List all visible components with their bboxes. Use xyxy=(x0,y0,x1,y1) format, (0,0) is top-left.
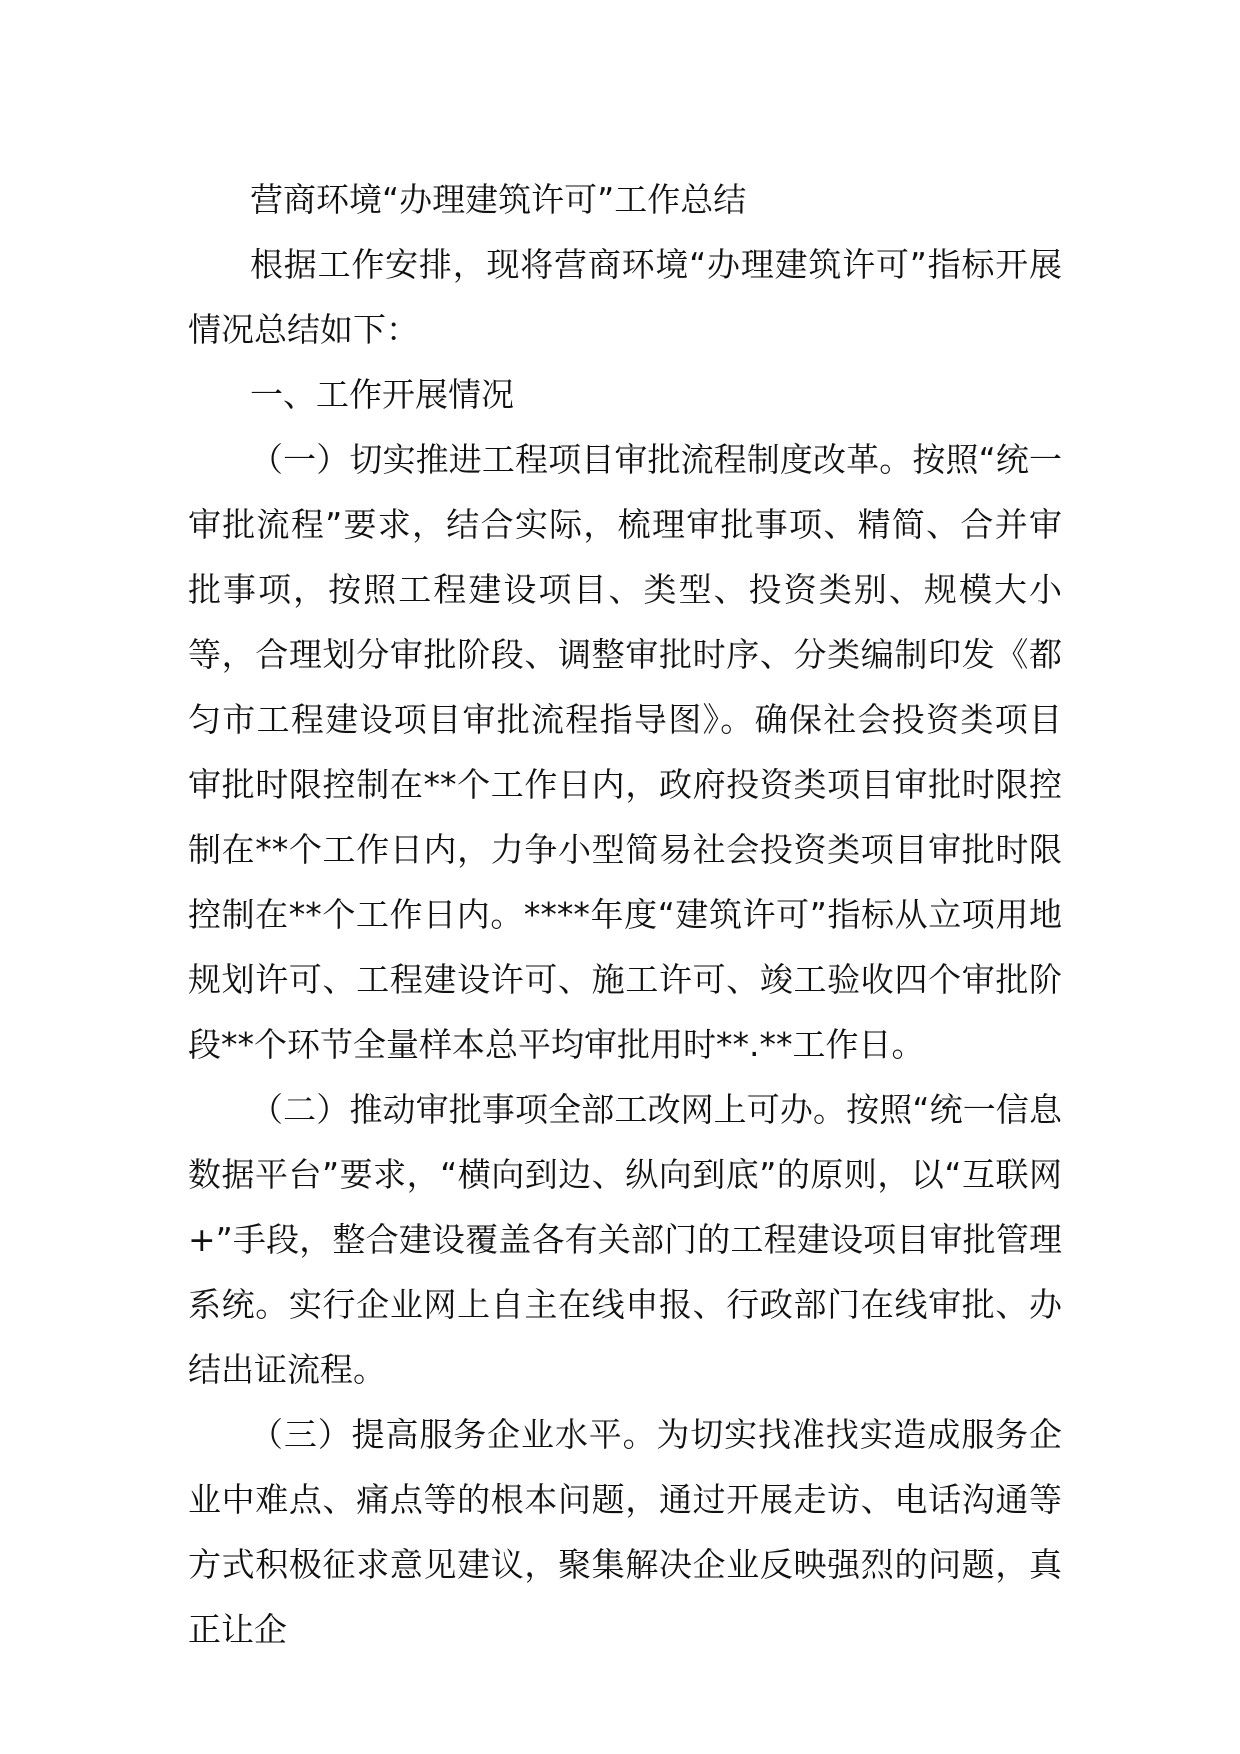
paragraph-2: （二）推动审批事项全部工改网上可办。按照“统一信息数据平台”要求，“横向到边、纵向到底”的原则，以“互联网+”手段，整合建设覆盖各有关部门的工程建设项目审批管理系统。实行企业网上自主在线申报、行政部门在线审批、办结出证流程。 xyxy=(188,1090,1062,1389)
paragraph-3: （三）提高服务企业水平。为切实找准找实造成服务企业中难点、痛点等的根本问题，通过开展走访、电话沟通等方式积极征求意见建议，聚集解决企业反映强烈的问题，真正让企 xyxy=(188,1415,1062,1649)
document-body xyxy=(188,167,1062,1662)
document-title: 营商环境“办理建筑许可”工作总结 xyxy=(250,180,747,219)
paragraph-1: （一）切实推进工程项目审批流程制度改革。按照“统一审批流程”要求，结合实际，梳理审批事项、精简、合并审批事项，按照工程建设项目、类型、投资类别、规模大小等，合理划分审批阶段、调整审批时序、分类编制印发《都匀市工程建设项目审批流程指导图》。确保社会投资类项目审批时限控制在**个工作日内，政府投资类项目审批时限控制在**个工作日内，力争小型简易社会投资类项目审批时限控制在**个工作日内。****年度“建筑许可”指标从立项用地规划许可、工程建设许可、施工许可、竣工验收四个审批阶段**个环节全量样本总平均审批用时**.**工作日。 xyxy=(188,440,1062,1064)
intro-paragraph: 根据工作安排，现将营商环境“办理建筑许可”指标开展情况总结如下： xyxy=(188,245,1062,349)
section-heading: 一、工作开展情况 xyxy=(250,375,514,414)
